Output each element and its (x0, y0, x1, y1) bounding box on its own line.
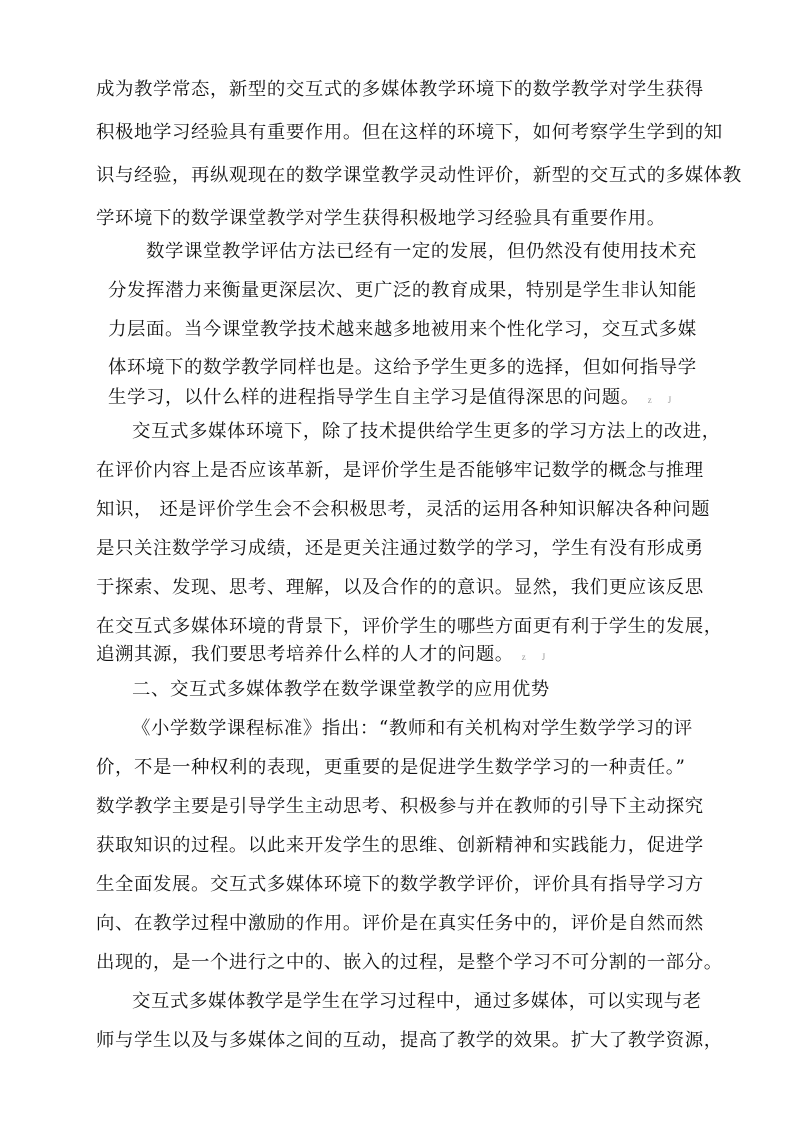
text-line: 师与学生以及与多媒体之间的互动，提高了教学的效果。扩大了教学资源， (96, 1030, 723, 1051)
text-line: 识与经验，再纵观现在的数学课堂教学灵动性评价，新型的交互式的多媒体教 (96, 165, 742, 186)
text-line: 生全面发展。交互式多媒体环境下的数学教学评价，评价具有指导学习方 (96, 874, 704, 895)
stray-mark: J (541, 652, 546, 662)
text-line: 积极地学习经验具有重要作用。但在这样的环境下，如何考察学生学到的知 (96, 122, 723, 143)
text-line: 生学习，以什么样的进程指导学生自主学习是值得深思的问题。 (108, 387, 640, 408)
text-line: 是只关注数学学习成绩，还是更关注通过数学的学习，学生有没有形成勇 (96, 538, 704, 559)
text-line: 获取知识的过程。以此来开发学生的思维、创新精神和实践能力，促进学 (96, 835, 704, 856)
text-line: 向、在教学过程中激励的作用。评价是在真实任务中的，评价是自然而然 (96, 913, 704, 934)
text-line-with-marks (96, 635, 545, 675)
text-line: 力层面。当今课堂教学技术越来越多地被用来个性化学习，交互式多媒 (108, 319, 697, 340)
text-line: 《小学数学课程标准》指出：“教师和有关机构对学生数学学习的评 (132, 718, 693, 739)
section-heading: 二、交互式多媒体教学在数学课堂教学的应用优势 (132, 679, 550, 700)
text-line: 交互式多媒体教学是学生在学习过程中，通过多媒体，可以实现与老 (132, 991, 702, 1012)
text-line: 交互式多媒体环境下，除了技术提供给学生更多的学习方法上的改进， (132, 421, 721, 442)
stray-mark: J (667, 395, 672, 405)
text-line: 数学课堂教学评估方法已经有一定的发展，但仍然没有使用技术充 (146, 241, 697, 262)
text-line: 追溯其源，我们要思考培养什么样的人才的问题。 (96, 644, 514, 665)
text-line: 成为教学常态，新型的交互式的多媒体教学环境下的数学教学对学生获得 (96, 79, 704, 100)
stray-mark: z (647, 395, 652, 405)
text-line: 在交互式多媒体环境的背景下，评价学生的哪些方面更有利于学生的发展， (96, 616, 723, 637)
text-line: 体环境下的数学教学同样也是。这给予学生更多的选择，但如何指导学 (108, 357, 697, 378)
text-line: 出现的，是一个进行之中的、嵌入的过程，是整个学习不可分割的一部分。 (96, 952, 723, 973)
text-line: 在评价内容上是否应该革新，是评价学生是否能够牢记数学的概念与推理 (96, 460, 704, 481)
text-line: 学环境下的数学课堂教学对学生获得积极地学习经验具有重要作用。 (96, 208, 666, 229)
text-line: 知识， 还是评价学生会不会积极思考，灵活的运用各种知识解决各种问题 (96, 499, 711, 520)
text-line: 分发挥潜力来衡量更深层次、更广泛的教育成果，特别是学生非认知能 (108, 280, 697, 301)
text-line: 价，不是一种权利的表现，更重要的是促进学生数学学习的一种责任。” (96, 757, 686, 778)
stray-mark: z (521, 652, 526, 662)
text-line: 数学教学主要是引导学生主动思考、积极参与并在教师的引导下主动探究 (96, 796, 704, 817)
text-line: 于探索、发现、思考、理解，以及合作的的意识。显然，我们更应该反思 (96, 577, 704, 598)
